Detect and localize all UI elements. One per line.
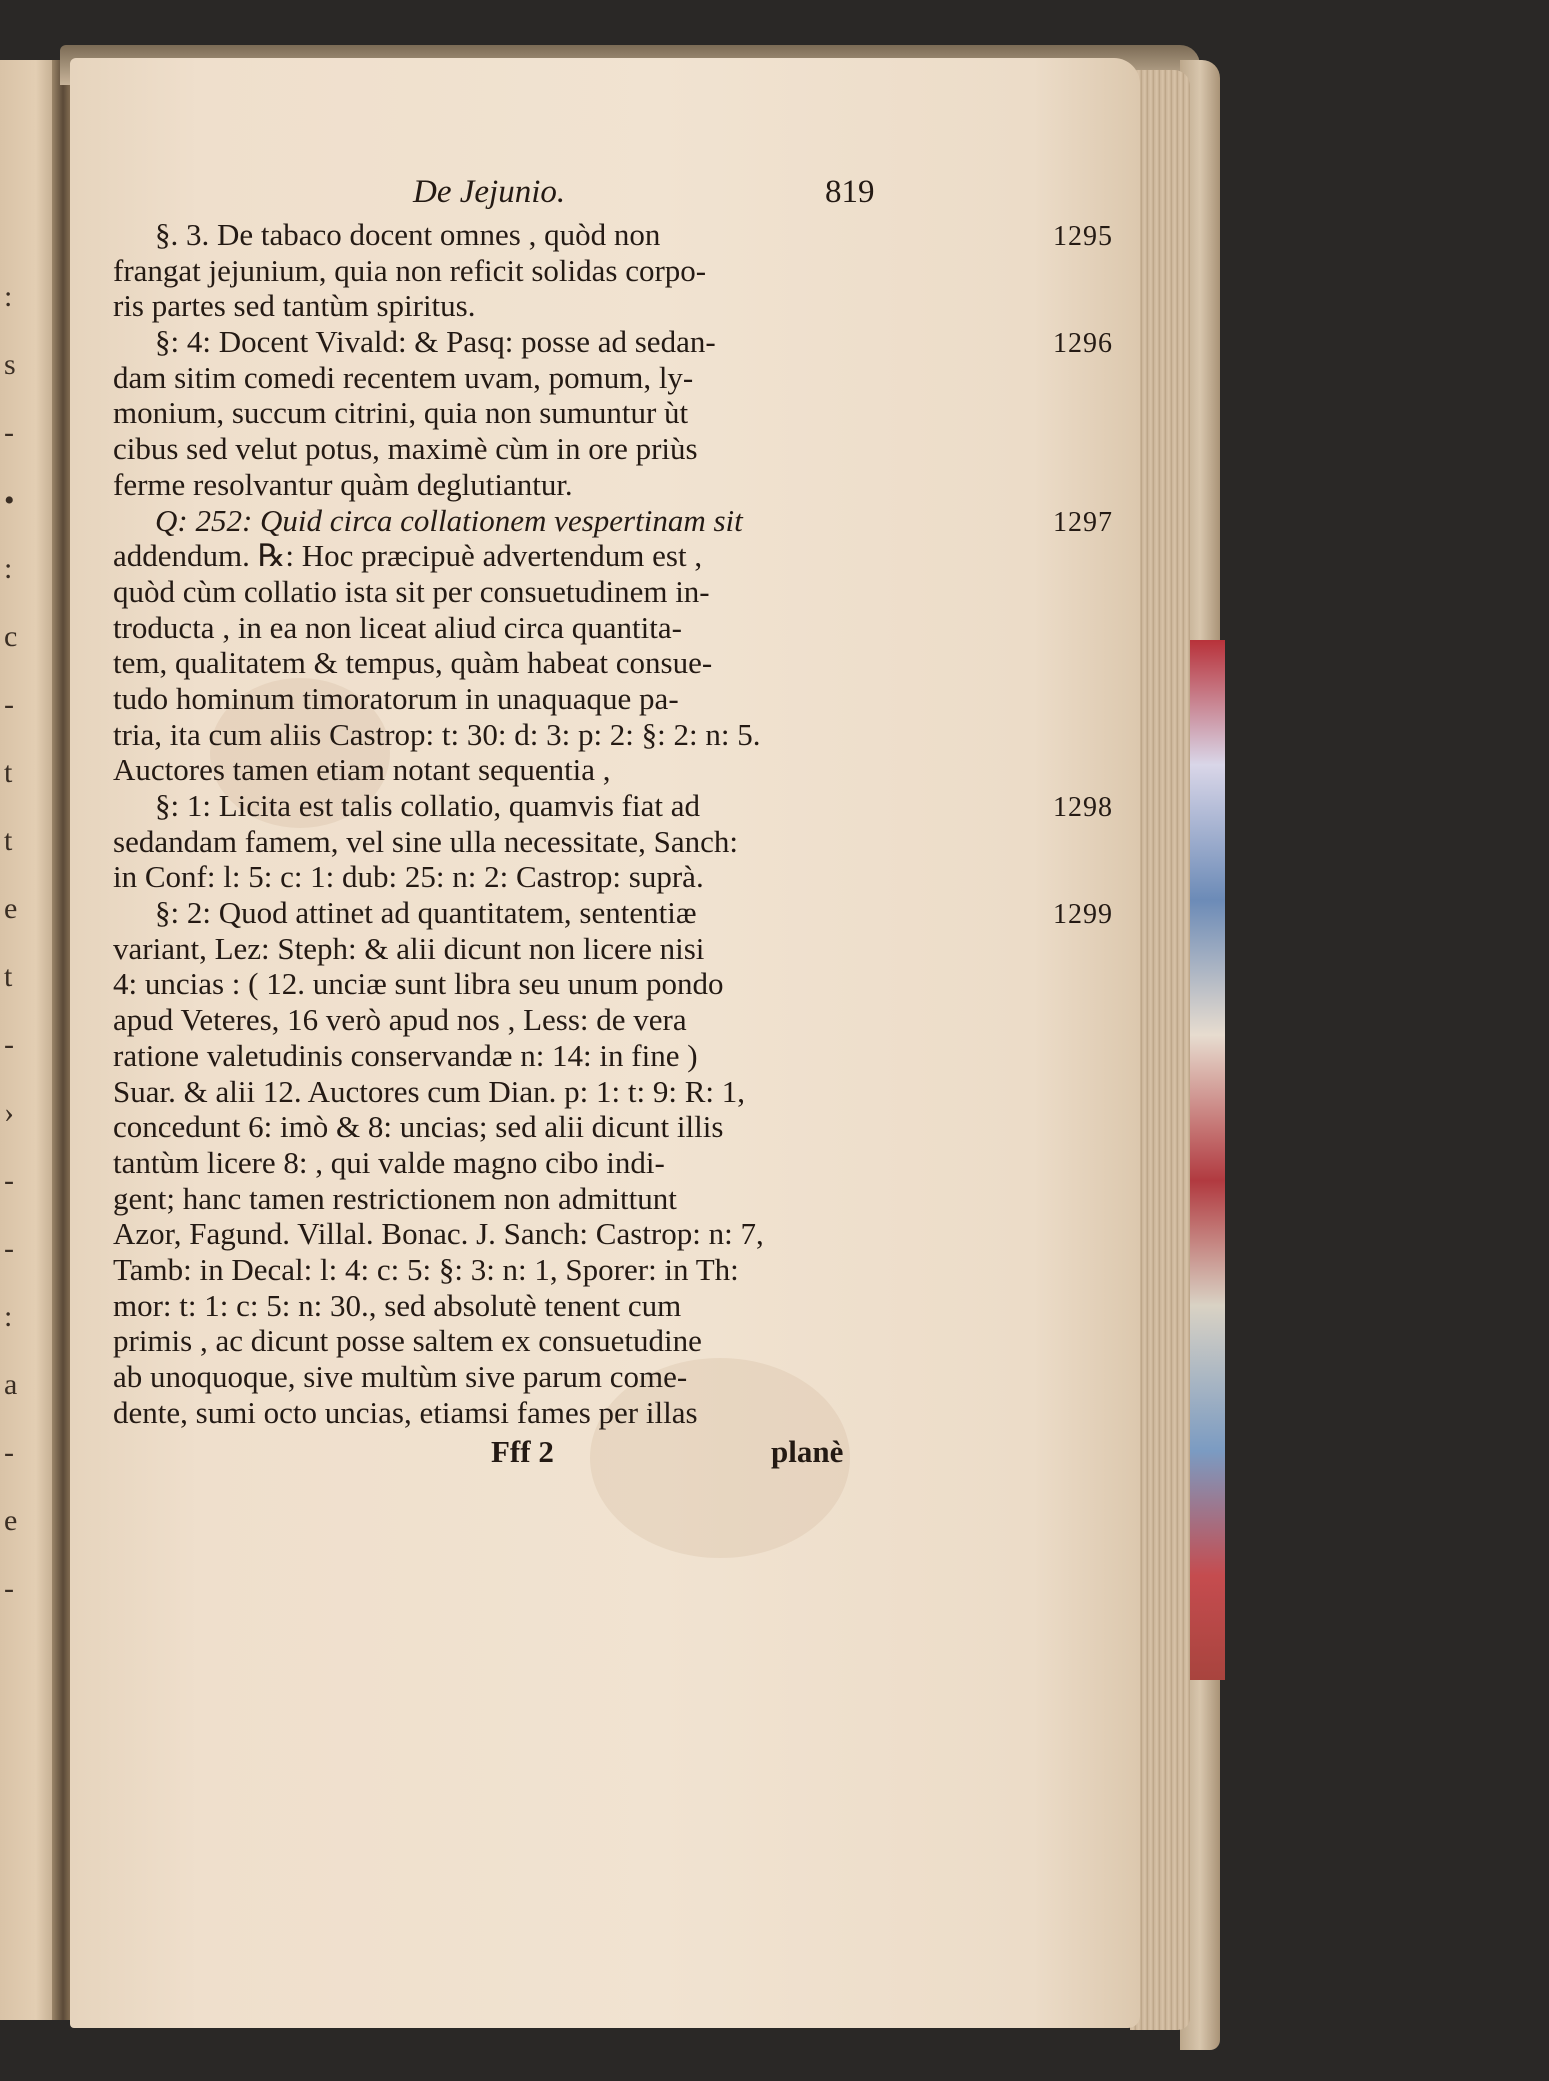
text-line: Q: 252: Quid circa collationem vespertinam sit [155,502,743,538]
left-page-mark: - [4,416,14,449]
text-line: ferme resolvantur quàm deglutiantur. [113,466,573,502]
text-line: Azor, Fagund. Villal. Bonac. J. Sanch: Castrop: n: 7, [113,1216,764,1252]
left-page-mark: e [4,1504,18,1537]
left-page-mark: › [4,1096,14,1129]
signature-mark: Fff 2 [491,1434,554,1470]
left-page-mark: • [4,484,15,517]
left-page-mark: c [4,620,18,653]
running-head [113,175,1033,217]
text-line: Tamb: in Decal: l: 4: c: 5: §: 3: n: 1, Sporer: in Th: [113,1251,739,1287]
text-line: §: 1: Licita est talis collatio, quamvis fiat ad [155,788,700,823]
text-line: gent; hanc tamen restrictionem non admittunt [113,1180,677,1216]
text-lines [113,217,1033,1430]
left-page-mark: t [4,960,13,993]
text-line: §. 3. De tabaco docent omnes , quòd non [155,217,661,252]
text-line: 4: uncias : ( 12. unciæ sunt libra seu unum pondo [113,966,724,1002]
left-page-mark: s [4,348,16,381]
left-page-marks [0,280,30,1780]
text-line: dente, sumi octo uncias, etiamsi fames per illas [113,1394,698,1430]
left-page-mark: e [4,892,18,925]
left-page-mark: t [4,824,13,857]
left-page-mark: : [4,1300,13,1333]
book-gutter [52,60,72,2020]
text-line: §: 4: Docent Vivald: & Pasq: posse ad sedan- [155,324,716,360]
text-line: tria, ita cum aliis Castrop: t: 30: d: 3: p: 2: §: 2: n: 5. [113,716,761,752]
text-line: variant, Lez: Steph: & alii dicunt non licere nisi [113,930,705,966]
catchword: planè [771,1434,844,1470]
text-line: monium, succum citrini, quia non sumuntur ùt [113,395,689,431]
text-line: ab unoquoque, sive multùm sive parum come- [113,1359,688,1394]
text-line: mor: t: 1: c: 5: n: 30., sed absolutè tenent cum [113,1287,682,1323]
text-line: sedandam famem, vel sine ulla necessitate, Sanch: [113,823,738,859]
left-page-mark: - [4,1164,14,1197]
margin-paragraph-number: 1299 [1053,899,1113,931]
page-number: 819 [825,174,875,210]
text-line: concedunt 6: imò & 8: uncias; sed alii dicunt illis [113,1109,724,1145]
text-line: quòd cùm collatio ista sit per consuetudinem in- [113,573,710,609]
text-line: primis , ac dicunt posse saltem ex consuetudine [113,1323,702,1359]
margin-paragraph-number: 1296 [1053,328,1113,360]
text-line: addendum. ℞: Hoc præcipuè advertendum est , [113,538,703,574]
page-text [113,174,1113,1474]
text-line: apud Veteres, 16 verò apud nos , Less: de vera [113,1002,687,1038]
text-line: tantùm licere 8: , qui valde magno cibo indi- [113,1144,665,1180]
text-line: troducta , in ea non liceat aliud circa quantita- [113,609,682,645]
margin-paragraph-number: 1297 [1053,506,1113,538]
margin-paragraph-number: 1298 [1053,792,1113,824]
left-page-mark: : [4,552,13,585]
left-page-mark: - [4,1572,14,1605]
text-line: §: 2: Quod attinet ad quantitatem, sententiæ [155,895,697,931]
text-line: in Conf: l: 5: c: 1: dub: 25: n: 2: Castrop: suprà. [113,859,704,895]
text-line: cibus sed velut potus, maximè cùm in ore priùs [113,431,698,467]
text-line: Auctores tamen etiam notant sequentia , [113,752,611,788]
page-title: De Jejunio. [413,174,566,210]
text-line: ratione valetudinis conservandæ n: 14: in fine ) [113,1037,698,1073]
text-line: ris partes sed tantùm spiritus. [113,288,476,324]
left-page-mark: t [4,756,13,789]
left-page-mark: : [4,280,13,313]
text-line: tem, qualitatem & tempus, quàm habeat consue- [113,645,713,681]
left-page-edge [0,60,60,2020]
text-line: dam sitim comedi recentem uvam, pomum, ly- [113,359,694,395]
text-line: frangat jejunium, quia non reficit solidas corpo- [113,252,707,288]
text-line: Suar. & alii 12. Auctores cum Dian. p: 1: t: 9: R: 1, [113,1073,746,1109]
text-line: tudo hominum timoratorum in unaquaque pa- [113,680,679,716]
margin-paragraph-number: 1295 [1053,221,1113,252]
left-page-mark: a [4,1368,18,1401]
left-page-mark: - [4,1436,14,1469]
left-page-mark: - [4,688,14,721]
left-page-mark: - [4,1232,14,1265]
left-page-mark: - [4,1028,14,1061]
page-footer [113,1434,1033,1474]
